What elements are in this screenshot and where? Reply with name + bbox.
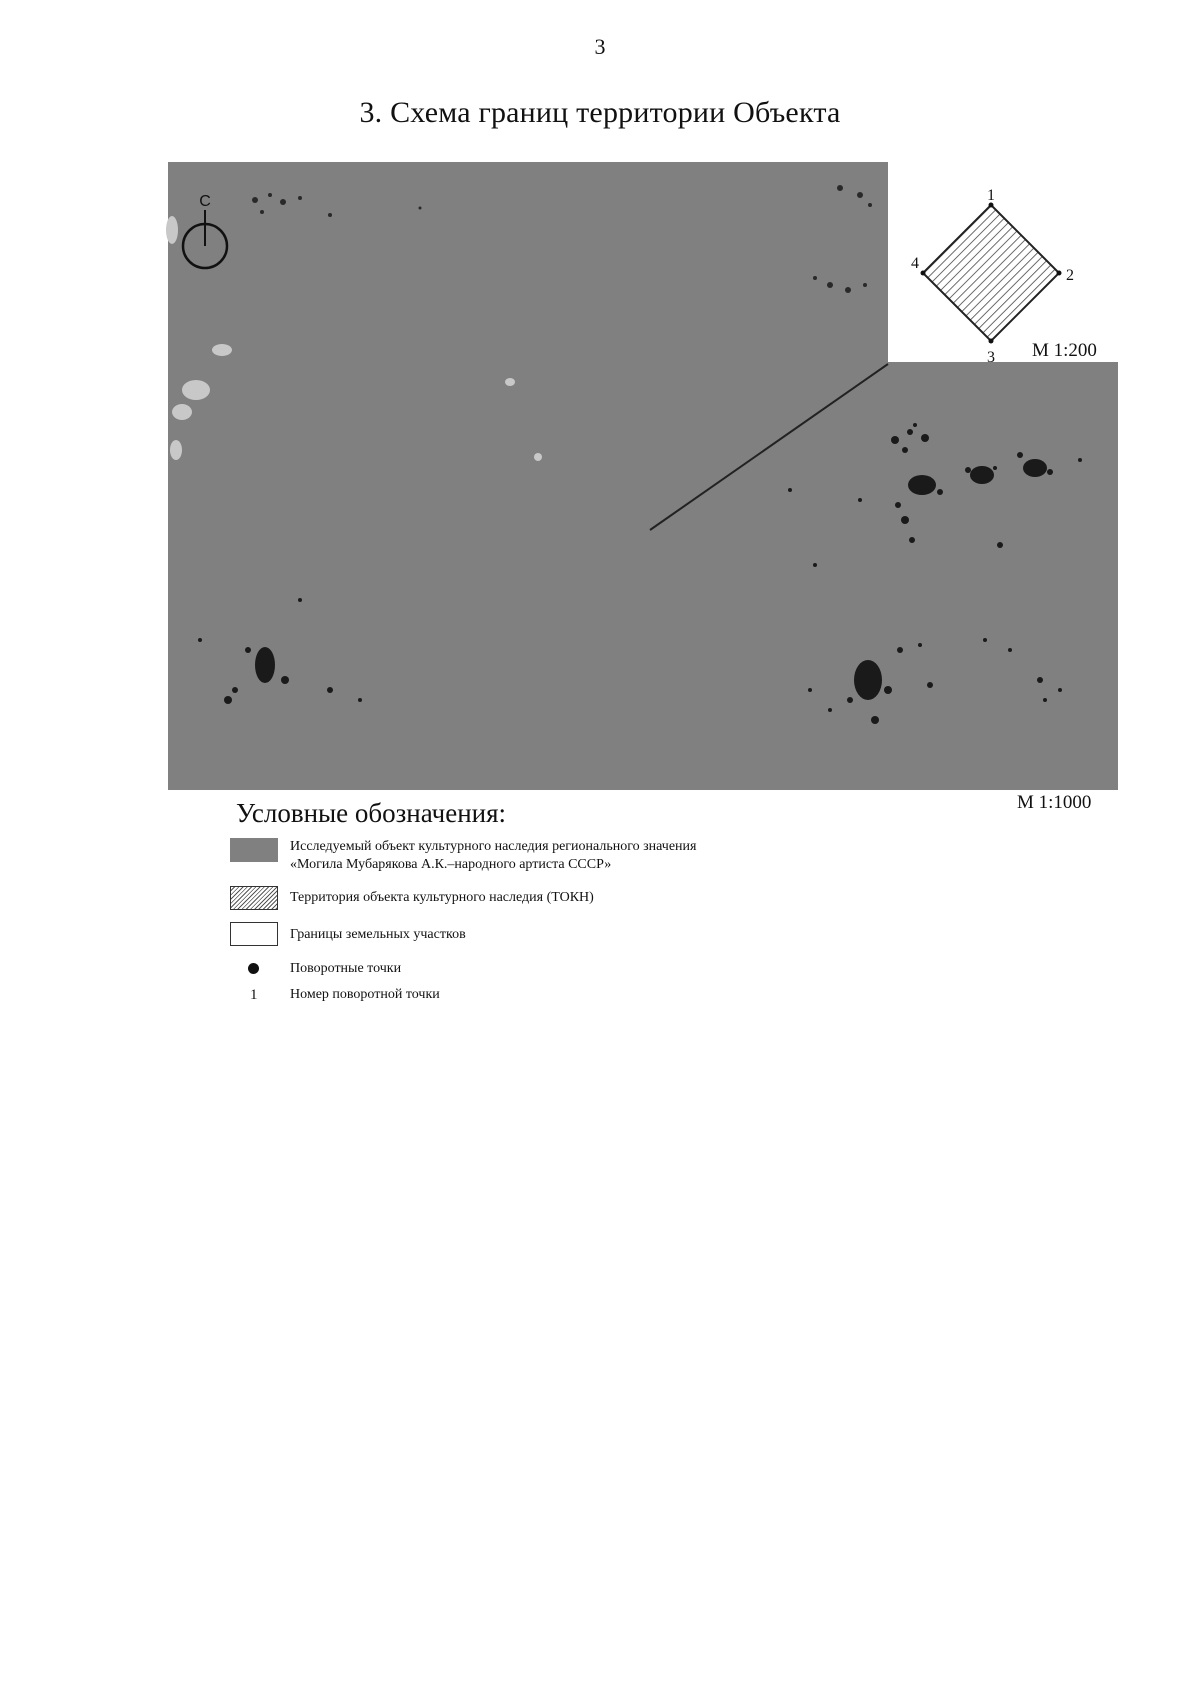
point-label-1: 1 [987,187,995,204]
parcel-outline-swatch [230,922,278,946]
map-svg [0,0,1200,840]
legend-title: Условные обозначения: [236,798,507,828]
legend-item-text: Номер поворотной точки [290,987,440,1002]
turn-point-3 [989,339,994,344]
page-title: 3. Схема границ территории Объекта [359,96,841,129]
north-label: С [199,193,211,210]
legend-item-text: Исследуемый объект культурного наследия регионального значения «Могила Мубарякова А.К.–народного артиста СССР» [290,839,697,872]
point-label-3: 3 [987,349,995,366]
map-scale: М 1:1000 [1017,792,1092,813]
point-number-symbol: 1 [250,987,258,1003]
inset-scale: М 1:200 [1032,340,1097,361]
object-fill-swatch [230,838,278,862]
tokn-diamond [923,205,1059,341]
boundary-map [0,0,1200,840]
legend-item-text: Границы земельных участков [290,927,466,942]
hatch-swatch [230,886,278,910]
turn-point-2 [1057,271,1062,276]
turn-point-dot-icon [248,963,259,974]
turn-point-4 [921,271,926,276]
point-label-2: 2 [1066,267,1074,284]
legend-item-text: Территория объекта культурного наследия (ТОКН) [290,890,594,905]
point-label-4: 4 [911,255,919,272]
page-number: 3 [594,34,606,59]
legend-item-text: Поворотные точки [290,961,402,976]
